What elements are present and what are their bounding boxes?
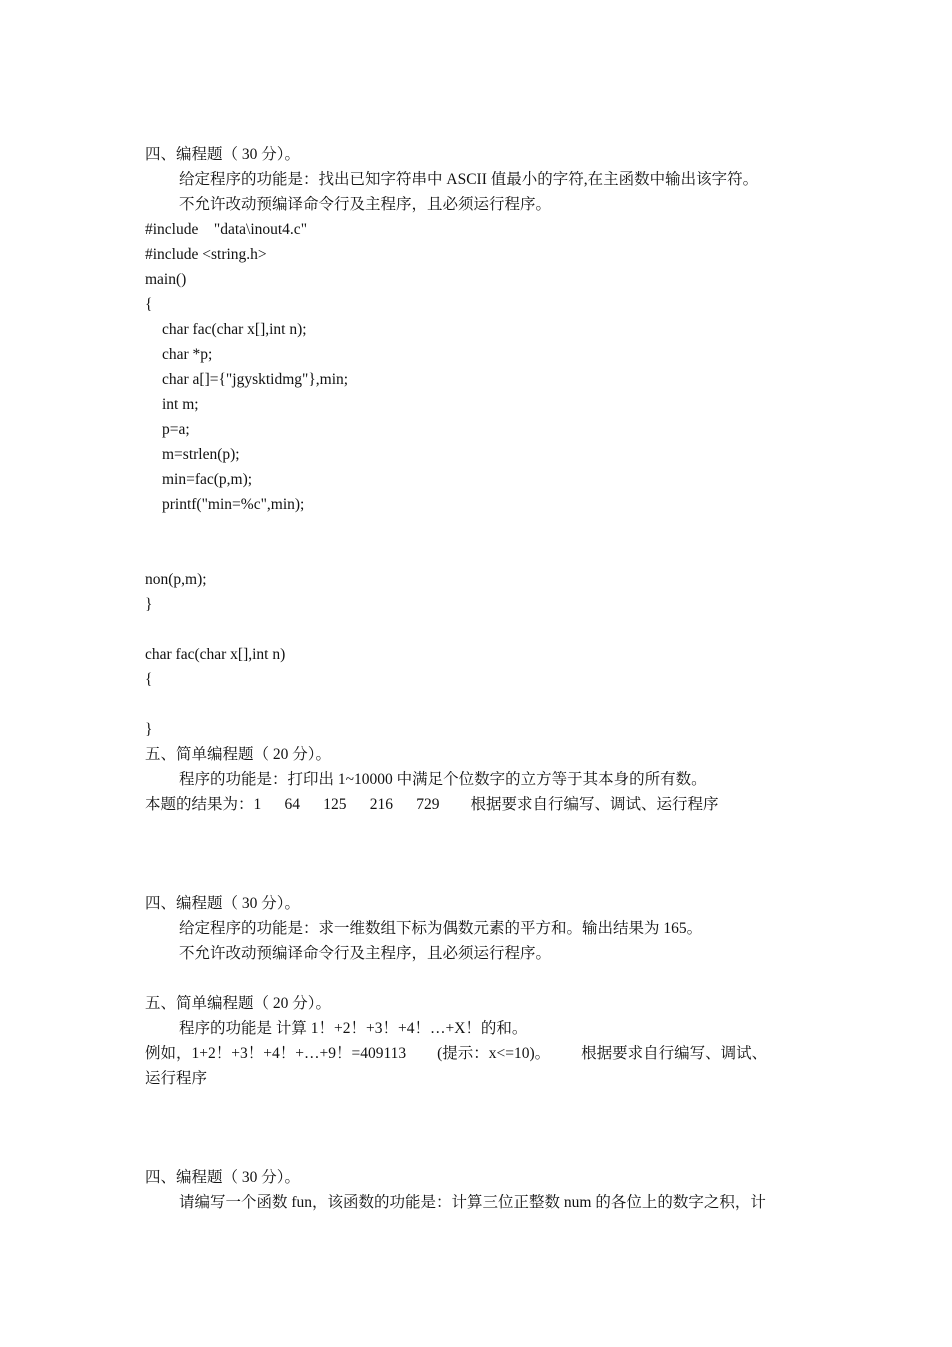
section1-desc1: 给定程序的功能是：找出已知字符串中 ASCII 值最小的字符,在主函数中输出该字符。 (179, 171, 759, 188)
section1-desc2: 不允许改动预编译命令行及主程序，且必须运行程序。 (179, 196, 552, 213)
section3-desc2: 不允许改动预编译命令行及主程序，且必须运行程序。 (179, 945, 552, 962)
code-line-15: char fac(char x[],int n) (145, 646, 286, 663)
section3-title: 四、编程题（ 30 分）。 (145, 895, 301, 912)
code-line-9: p=a; (162, 421, 190, 438)
section2-result: 本题的结果为：1 64 125 216 729 根据要求自行编写、调试、运行程序 (145, 796, 719, 813)
section2-title: 五、简单编程题（ 20 分）。 (145, 746, 332, 763)
code-line-6: char *p; (162, 346, 213, 363)
code-line-12: printf("min=%c",min); (162, 496, 305, 513)
code-line-13: non(p,m); (145, 571, 207, 588)
code-line-7: char a[]={"jgysktidmg"},min; (162, 371, 349, 388)
code-line-17: } (145, 721, 153, 738)
code-line-8: int m; (162, 396, 199, 413)
section2-desc: 程序的功能是：打印出 1~10000 中满足个位数字的立方等于其本身的所有数。 (179, 771, 707, 788)
section4-example-line1: 例如，1+2！+3！+4！+…+9！=409113 (提示：x<=10)。 根据要求自行编写、调试、 (145, 1045, 768, 1062)
section4-example-line2: 运行程序 (145, 1070, 208, 1087)
code-line-2: #include <string.h> (145, 246, 267, 263)
section4-desc: 程序的功能是 计算 1！+2！+3！+4！…+X！的和。 (179, 1020, 528, 1037)
code-line-5: char fac(char x[],int n); (162, 321, 307, 338)
section1-title: 四、编程题（ 30 分）。 (145, 146, 301, 163)
code-line-4: { (145, 296, 153, 313)
section4-title: 五、简单编程题（ 20 分）。 (145, 995, 332, 1012)
section5-title: 四、编程题（ 30 分）。 (145, 1169, 301, 1186)
code-line-16: { (145, 671, 153, 688)
code-line-14: } (145, 596, 153, 613)
code-line-11: min=fac(p,m); (162, 471, 253, 488)
code-line-3: main() (145, 271, 187, 288)
section5-desc: 请编写一个函数 fun，该函数的功能是：计算三位正整数 num 的各位上的数字之积，计 (179, 1194, 766, 1211)
code-line-1: #include "data\inout4.c" (145, 221, 308, 238)
section3-desc1: 给定程序的功能是：求一维数组下标为偶数元素的平方和。输出结果为 165。 (179, 920, 703, 937)
code-line-10: m=strlen(p); (162, 446, 240, 463)
